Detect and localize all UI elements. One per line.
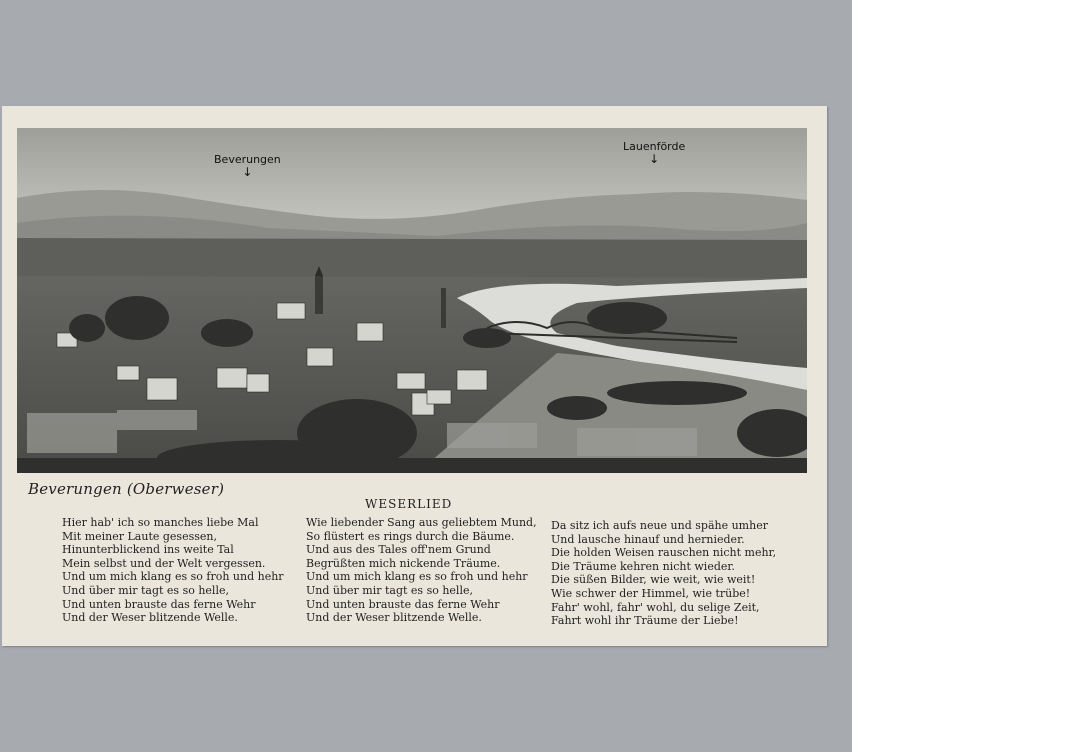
stanza-2 — [306, 516, 537, 625]
stanza-1 — [62, 516, 284, 625]
verse-line: Und unten brauste das ferne Wehr — [306, 597, 500, 611]
down-arrow-icon: ↓ — [649, 152, 660, 166]
verse-line: Mein selbst und der Welt vergessen. — [62, 556, 266, 570]
postcard-caption: Beverungen (Oberweser) — [28, 480, 225, 498]
verse-line: Und lausche hinauf und hernieder. — [551, 532, 745, 546]
down-arrow-icon: ↓ — [242, 165, 253, 179]
verse-line: Da sitz ich aufs neue und spähe umher — [551, 519, 768, 532]
verse-line: Mit meiner Laute gesessen, — [62, 529, 217, 543]
verse-line: Fahr' wohl, fahr' wohl, du selige Zeit, — [551, 600, 760, 614]
stanza-3 — [551, 519, 776, 628]
verse-line: Wie liebender Sang aus geliebtem Mund, — [306, 516, 537, 529]
verse-line: Und aus des Tales off'nem Grund — [306, 543, 491, 557]
verse-line: Hier hab' ich so manches liebe Mal — [62, 516, 259, 529]
verse-line: Und über mir tagt es so helle, — [306, 583, 473, 597]
verse-line: Und um mich klang es so froh und hehr — [62, 570, 284, 584]
verse-line: Begrüßten mich nickende Träume. — [306, 556, 501, 570]
verse-line: Wie schwer der Himmel, wie trübe! — [551, 586, 751, 600]
song-title: WESERLIED — [365, 497, 453, 511]
verse-line: Und unten brauste das ferne Wehr — [62, 597, 256, 611]
verse-line: Und der Weser blitzende Welle. — [306, 611, 482, 625]
verse-line: Die Träume kehren nicht wieder. — [551, 559, 735, 573]
beverungen-label: Beverungen ↓ — [214, 153, 281, 179]
verse-line: Und um mich klang es so froh und hehr — [306, 570, 528, 584]
verse-line: So flüstert es rings durch die Bäume. — [306, 529, 515, 543]
verse-line: Die süßen Bilder, wie weit, wie weit! — [551, 573, 756, 587]
landscape-photo — [17, 128, 807, 473]
verse-line: Und über mir tagt es so helle, — [62, 583, 229, 597]
landscape-illustration — [17, 128, 807, 473]
lauenfoerde-label: Lauenförde ↓ — [623, 140, 686, 166]
verse-line: Und der Weser blitzende Welle. — [62, 611, 238, 625]
verse-line: Die holden Weisen rauschen nicht mehr, — [551, 546, 777, 560]
verse-line: Hinunterblickend ins weite Tal — [62, 543, 234, 557]
verse-line: Fahrt wohl ihr Träume der Liebe! — [551, 614, 739, 628]
